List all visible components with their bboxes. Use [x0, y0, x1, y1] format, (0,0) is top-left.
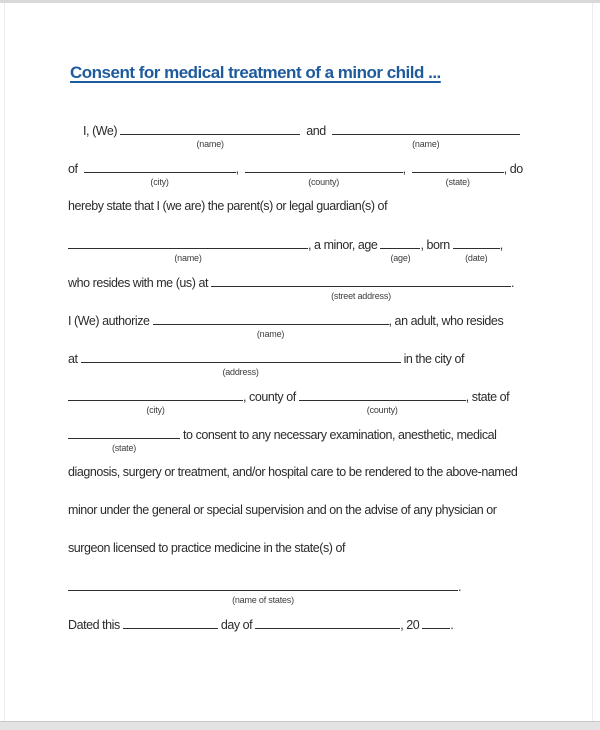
field-label: (name)	[412, 139, 440, 149]
blank-field	[68, 577, 458, 605]
blank-field	[68, 425, 180, 453]
field-label: (name of states)	[232, 595, 294, 605]
text-segment: and	[300, 124, 332, 138]
blank-field	[153, 311, 389, 339]
form-line	[68, 425, 572, 453]
text-segment: Dated this	[68, 618, 123, 632]
form-line	[68, 577, 572, 605]
text-segment: who resides with me (us) at	[68, 276, 212, 290]
field-label: (address)	[222, 367, 259, 377]
field-label: (state)	[445, 177, 470, 187]
field-label: (county)	[366, 405, 398, 415]
text-segment: of	[68, 162, 84, 176]
field-label: (city)	[150, 177, 169, 187]
form-line	[68, 235, 572, 263]
blank-field	[120, 121, 300, 149]
field-label: (date)	[465, 253, 488, 263]
page-edge-bottom	[0, 721, 600, 730]
text-segment: , an adult, who resides	[388, 314, 504, 328]
text-segment: ,	[499, 238, 503, 252]
text-segment: ,	[402, 162, 412, 176]
blank-field	[211, 273, 511, 301]
form-line	[68, 539, 572, 557]
text-segment: in the city of	[400, 352, 464, 366]
form-body	[68, 121, 572, 633]
text-segment: I, (We)	[83, 124, 121, 138]
field-label: (city)	[146, 405, 165, 415]
text-segment: at	[68, 352, 81, 366]
text-segment: minor under the general or special supervision and on the advise of any physician or	[68, 503, 497, 517]
text-segment: , born	[420, 238, 453, 252]
blank-field	[84, 159, 236, 187]
field-label: (street address)	[331, 291, 391, 301]
document-content	[5, 3, 592, 721]
form-line	[68, 349, 572, 377]
field-label: (name)	[174, 253, 202, 263]
form-line	[68, 501, 572, 519]
form-line	[68, 159, 572, 187]
blank-field	[81, 349, 401, 377]
form-line	[68, 387, 572, 415]
text-segment: hereby state that I (we are) the parent(s) or legal guardian(s) of	[68, 199, 388, 213]
document-title: Consent for medical treatment of a minor child ...	[70, 63, 441, 82]
blank-field	[380, 235, 420, 263]
blank-field	[255, 615, 400, 629]
text-segment: , do	[503, 162, 523, 176]
field-label: (name)	[196, 139, 224, 149]
field-label: (state)	[111, 443, 137, 453]
field-label: (name)	[256, 329, 285, 339]
form-line	[68, 273, 572, 301]
field-label: (county)	[308, 177, 340, 187]
text-segment: , 20	[400, 618, 423, 632]
form-line	[68, 463, 572, 481]
text-segment: , a minor, age	[308, 238, 381, 252]
form-line	[68, 121, 572, 149]
text-segment: .	[450, 618, 454, 632]
blank-field	[453, 235, 500, 263]
text-segment: day of	[217, 618, 256, 632]
blank-field	[422, 615, 450, 629]
form-line	[68, 615, 572, 633]
blank-field	[123, 615, 218, 629]
text-segment: .	[511, 276, 515, 290]
text-segment: ,	[235, 162, 245, 176]
field-label: (age)	[390, 253, 411, 263]
blank-field	[245, 159, 403, 187]
text-segment: surgeon licensed to practice medicine in the state(s) of	[68, 541, 346, 555]
blank-field	[68, 387, 243, 415]
text-segment: , state of	[465, 390, 510, 404]
text-segment: I (We) authorize	[68, 314, 153, 328]
form-line	[68, 311, 572, 339]
text-segment: to consent to any necessary examination, anesthetic, medical	[180, 428, 497, 442]
blank-field	[332, 121, 520, 149]
page-edge-right	[592, 3, 593, 721]
blank-field	[412, 159, 504, 187]
text-segment: .	[458, 580, 462, 594]
blank-field	[68, 235, 308, 263]
blank-field	[299, 387, 466, 415]
text-segment: , county of	[243, 390, 299, 404]
text-segment: diagnosis, surgery or treatment, and/or hospital care to be rendered to the above-named	[68, 465, 518, 479]
form-line	[68, 197, 572, 215]
